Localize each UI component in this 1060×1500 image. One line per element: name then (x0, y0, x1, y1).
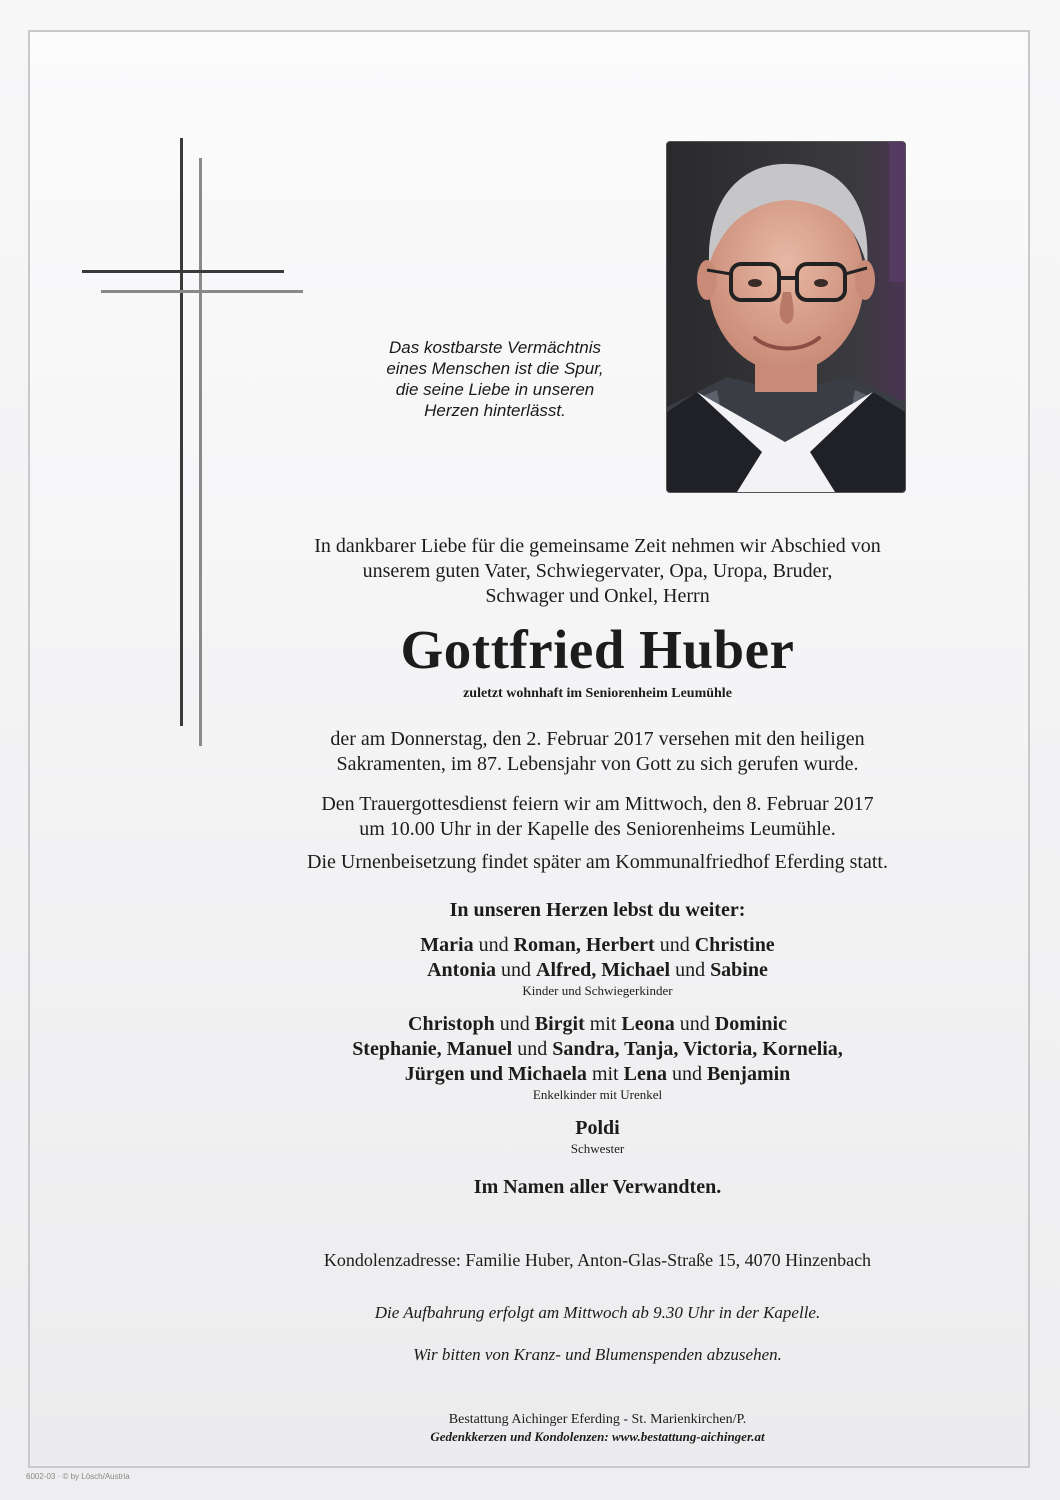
urn-burial-note: Die Urnenbeisetzung findet später am Kommunalfriedhof Eferding statt. (307, 851, 888, 873)
funeral-home-info (230, 1411, 965, 1445)
portrait-illustration (667, 142, 905, 492)
sister-group (230, 1116, 965, 1157)
portrait-photo (666, 141, 906, 493)
quote-line: Herzen hinterlässt. (424, 401, 566, 420)
deceased-name: Gottfried Huber (400, 619, 795, 680)
children-caption: Kinder und Schwiegerkinder (522, 983, 673, 998)
memorial-quote (330, 337, 660, 421)
viewing-note: Die Aufbahrung erfolgt am Mittwoch ab 9.30 Uhr in der Kapelle. (374, 1303, 821, 1322)
family-heading: In unseren Herzen lebst du weiter: (449, 899, 746, 921)
death-line: Sakramenten, im 87. Lebensjahr von Gott zu sich gerufen wurde. (336, 753, 859, 775)
funeral-service (230, 792, 965, 842)
intro-text (230, 534, 965, 609)
cross-horizontal-dark (82, 270, 284, 273)
grandchildren-line-2: Stephanie, Manuel und Sandra, Tanja, Victoria, Kornelia, (352, 1038, 843, 1060)
children-group (230, 933, 965, 999)
children-line-2: Antonia und Alfred, Michael und Sabine (427, 959, 768, 981)
intro-line: unserem guten Vater, Schwiegervater, Opa, Uropa, Bruder, (362, 560, 833, 582)
intro-line: In dankbarer Liebe für die gemeinsame Zeit nehmen wir Abschied von (314, 535, 881, 557)
closing-line: Im Namen aller Verwandten. (473, 1176, 722, 1198)
flowers-note: Wir bitten von Kranz- und Blumenspenden abzusehen. (413, 1345, 782, 1364)
service-line: um 10.00 Uhr in der Kapelle des Seniorenheims Leumühle. (359, 818, 836, 840)
grandchildren-group (230, 1012, 965, 1103)
quote-line: Das kostbarste Vermächtnis (389, 338, 601, 357)
service-line: Den Trauergottesdienst feiern wir am Mittwoch, den 8. Februar 2017 (321, 793, 874, 815)
cross-horizontal-light (101, 290, 303, 293)
print-code: 6002-03 · © by Lösch/Austria (26, 1472, 130, 1481)
children-line-1: Maria und Roman, Herbert und Christine (420, 934, 775, 956)
quote-line: die seine Liebe in unseren (395, 380, 595, 399)
intro-line: Schwager und Onkel, Herrn (485, 585, 710, 607)
residence-note: zuletzt wohnhaft im Seniorenheim Leumühle (463, 686, 732, 701)
grandchildren-line-3: Jürgen und Michaela mit Lena und Benjamin (404, 1063, 791, 1085)
death-line: der am Donnerstag, den 2. Februar 2017 versehen mit den heiligen (330, 728, 865, 750)
grandchildren-caption: Enkelkinder mit Urenkel (532, 1087, 663, 1102)
condolence-address: Kondolenzadresse: Familie Huber, Anton-Glas-Straße 15, 4070 Hinzenbach (323, 1250, 872, 1270)
death-notice (230, 727, 965, 777)
sister-caption: Schwester (570, 1141, 625, 1156)
cross-vertical-light (199, 158, 202, 746)
cross-vertical-dark (180, 138, 183, 726)
funeral-home-name: Bestattung Aichinger Eferding - St. Marienkirchen/P. (448, 1412, 747, 1427)
sister-name: Poldi (575, 1117, 620, 1139)
funeral-home-website: Gedenkkerzen und Kondolenzen: www.bestattung-aichinger.at (430, 1429, 765, 1444)
grandchildren-line-1: Christoph und Birgit mit Leona und Dominic (408, 1013, 787, 1035)
quote-line: eines Menschen ist die Spur, (386, 359, 604, 378)
